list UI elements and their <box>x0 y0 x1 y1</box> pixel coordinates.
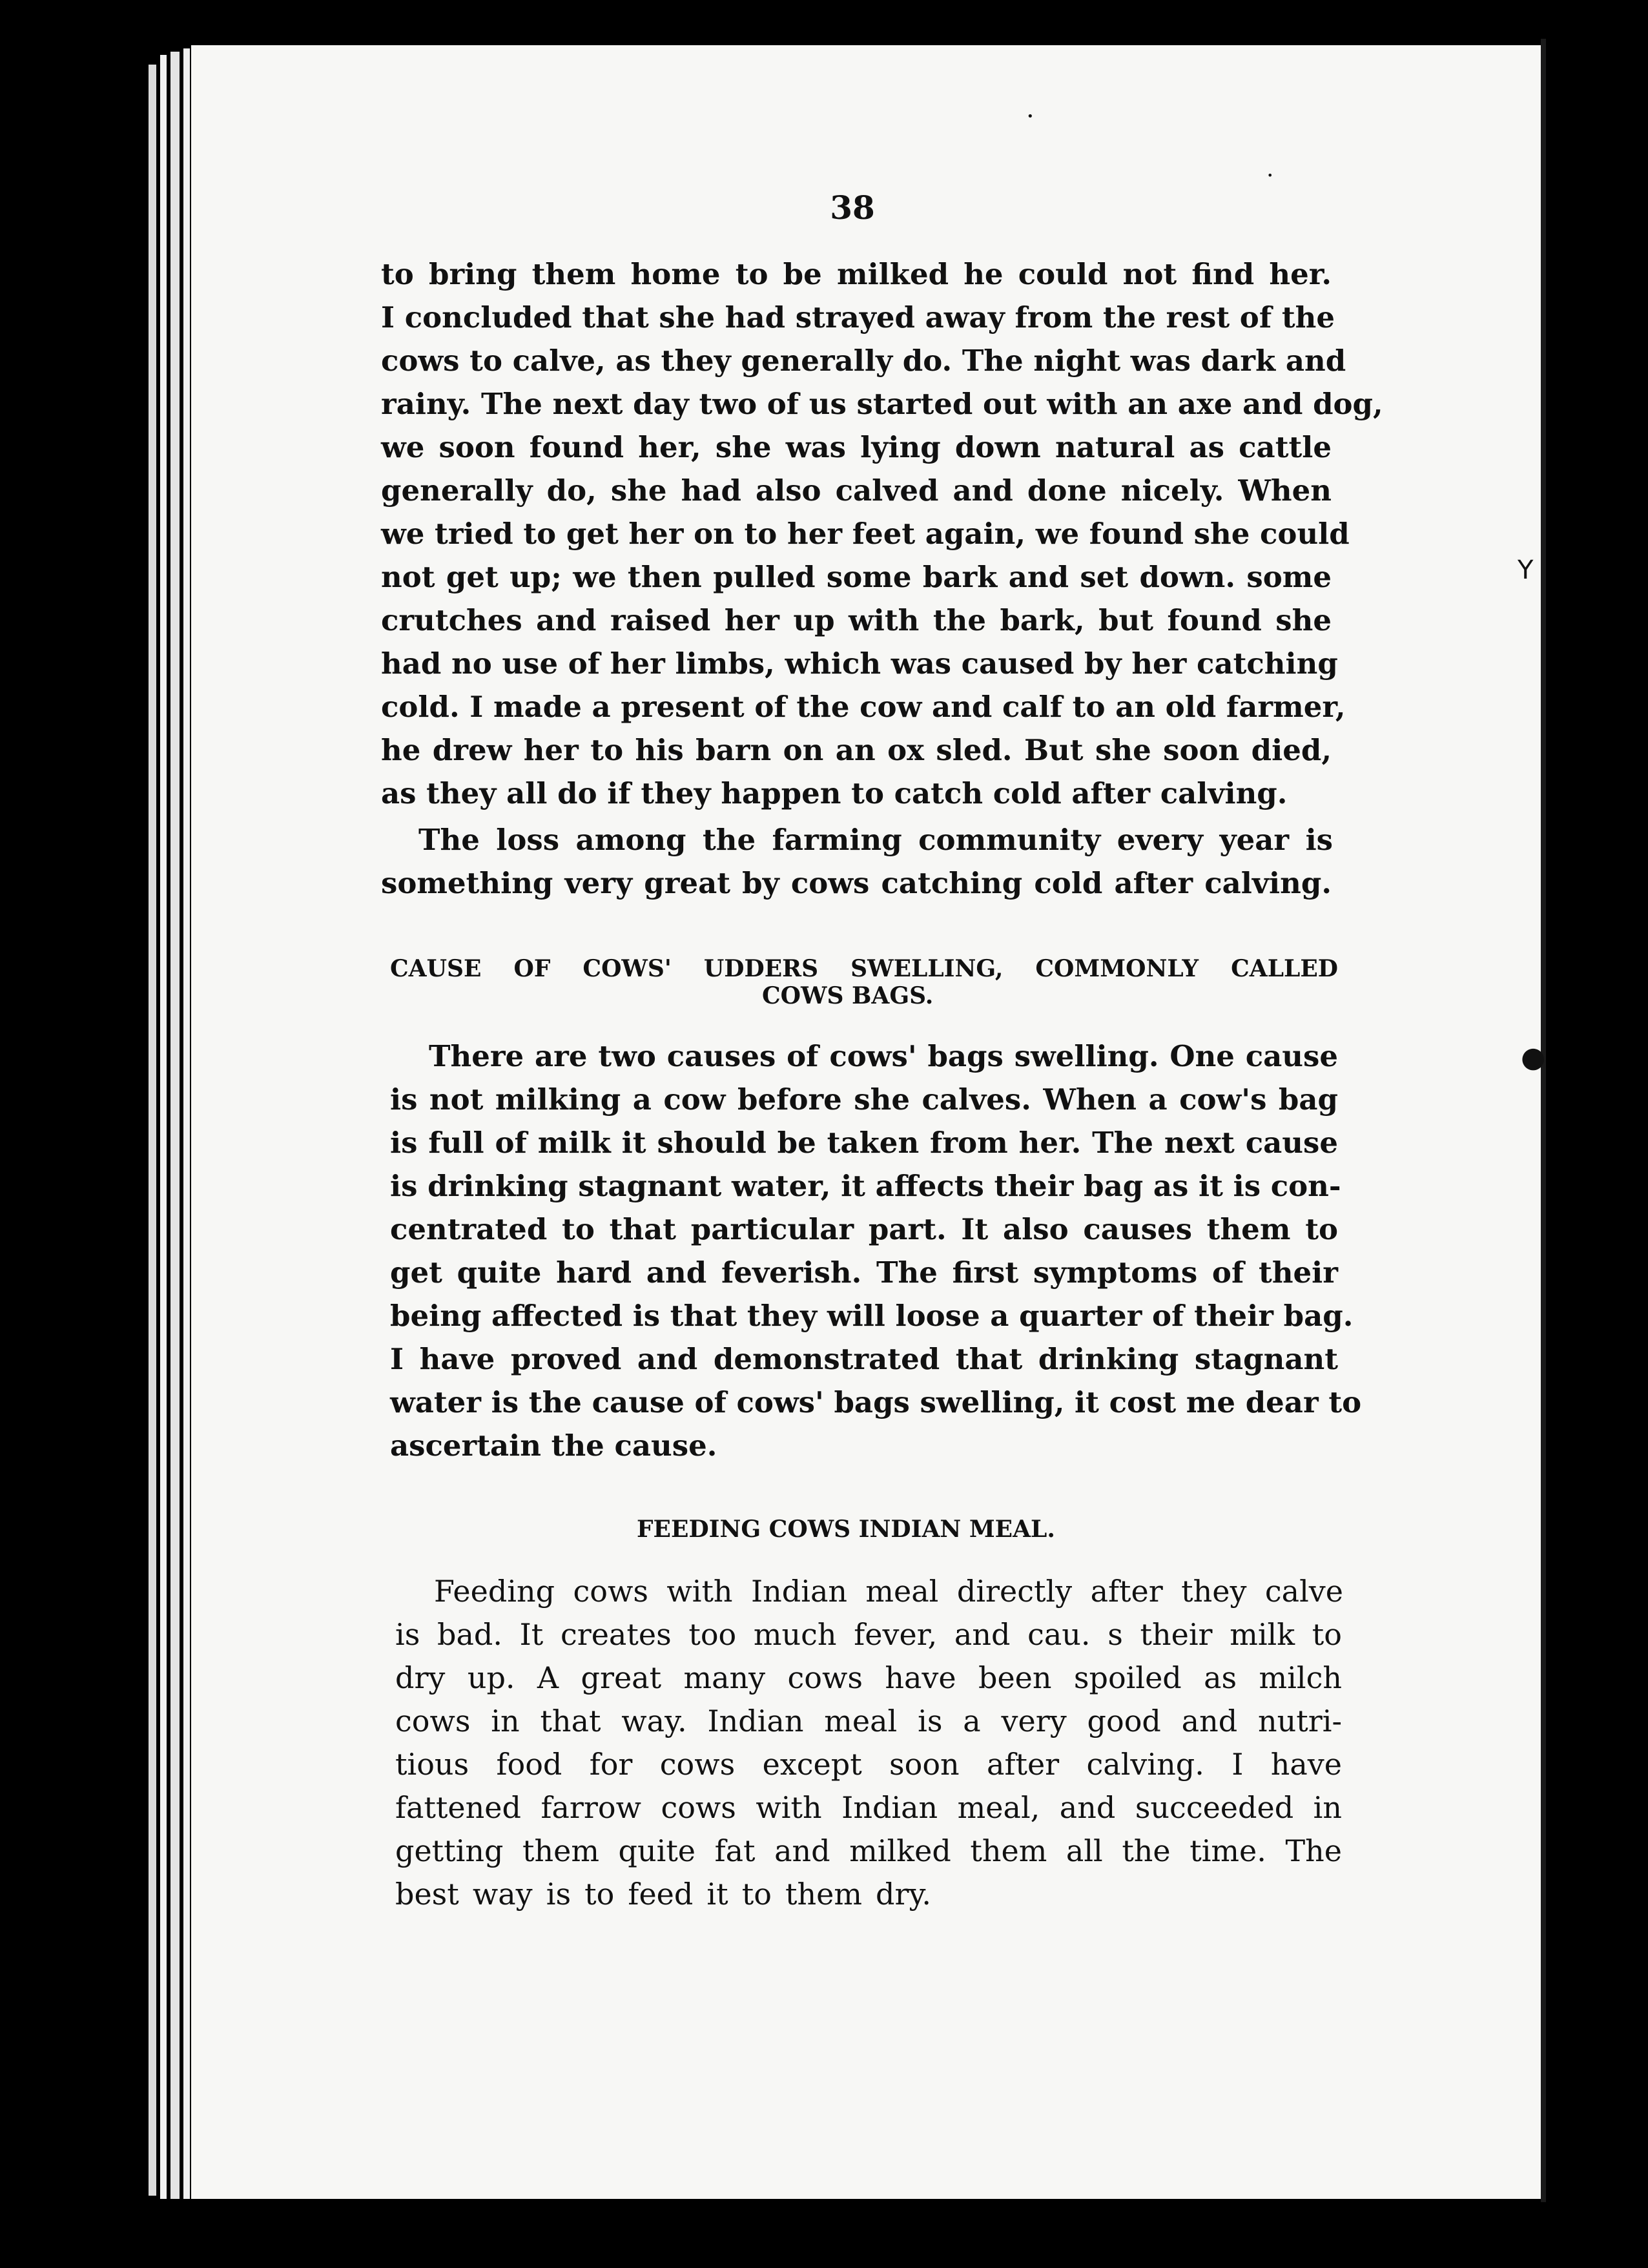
text-line: to bring them home to be milked he could not find her. <box>381 257 1332 291</box>
text-line: generally do, she had also calved and done nicely. When <box>381 473 1332 508</box>
text-line: centrated to that particular part. It also causes them to <box>390 1212 1338 1246</box>
text-line: cows in that way. Indian meal is a very good and nutri- <box>395 1704 1342 1738</box>
text-line: fattened farrow cows with Indian meal, and succeeded in <box>395 1790 1342 1825</box>
text-line: rainy. The next day two of us started out with an axe and dog, <box>381 387 1383 421</box>
text-line: get quite hard and feverish. The first symptoms of their <box>390 1255 1338 1290</box>
text-line: something very great by cows catching cold after calving. <box>381 866 1332 900</box>
page-edge-strip <box>149 65 156 2196</box>
text-line: Feeding cows with Indian meal directly after they calve <box>434 1574 1343 1609</box>
page-number: 38 <box>830 189 875 227</box>
text-line: I have proved and demonstrated that drinking stagnant <box>390 1342 1338 1376</box>
text-line: dry up. A great many cows have been spoiled as milch <box>395 1660 1342 1695</box>
text-line: cows to calve, as they generally do. The night was dark and <box>381 344 1346 378</box>
text-line: crutches and raised her up with the bark, but found she <box>381 603 1332 637</box>
text-line: ascertain the cause. <box>390 1428 717 1463</box>
text-line: is full of milk it should be taken from her. The next cause <box>390 1126 1338 1160</box>
text-line: we soon found her, she was lying down natural as cattle <box>381 430 1332 464</box>
text-line: cold. I made a present of the cow and calf to an old farmer, <box>381 690 1346 724</box>
text-line: we tried to get her on to her feet again, we found she could <box>381 517 1350 551</box>
text-line: I concluded that she had strayed away from the rest of the <box>381 300 1335 335</box>
text-line: is bad. It creates too much fever, and cau. s their milk to <box>395 1617 1342 1652</box>
text-line: The loss among the farming community every year is <box>418 823 1333 857</box>
text-line: he drew her to his barn on an ox sled. But she soon died, <box>381 733 1332 767</box>
text-line: is not milking a cow before she calves. When a cow's bag <box>390 1082 1338 1117</box>
section-heading: CAUSE OF COWS' UDDERS SWELLING, COMMONLY CALLED <box>390 955 1338 982</box>
text-line: tious food for cows except soon after calving. I have <box>395 1747 1342 1782</box>
text-line: being affected is that they will loose a quarter of their bag. <box>390 1299 1354 1333</box>
page-right-edge <box>1541 39 1546 2202</box>
speck-mark: • <box>1267 169 1273 181</box>
text-line: had no use of her limbs, which was caused by her catching <box>381 646 1338 681</box>
text-line: as they all do if they happen to catch cold after calving. <box>381 776 1288 810</box>
speck-mark: • <box>1027 110 1034 123</box>
page-edge-strip <box>183 48 190 2199</box>
text-line: water is the cause of cows' bags swelling, it cost me dear to <box>390 1385 1362 1419</box>
text-line: is drinking stagnant water, it affects their bag as it is con- <box>390 1169 1341 1203</box>
page-edge-strip <box>170 52 180 2199</box>
margin-notch: ● <box>1521 1041 1546 1074</box>
section-heading: COWS BAGS. <box>762 982 934 1009</box>
text-line: getting them quite fat and milked them all the time. The <box>395 1833 1342 1868</box>
section-heading: FEEDING COWS INDIAN MEAL. <box>637 1516 1055 1543</box>
text-line: best way is to feed it to them dry. <box>395 1877 931 1912</box>
margin-notch: Y <box>1518 555 1534 585</box>
page-edge-strip <box>160 55 167 2199</box>
text-line: There are two causes of cows' bags swelling. One cause <box>429 1039 1338 1073</box>
text-line: not get up; we then pulled some bark and set down. some <box>381 560 1332 594</box>
